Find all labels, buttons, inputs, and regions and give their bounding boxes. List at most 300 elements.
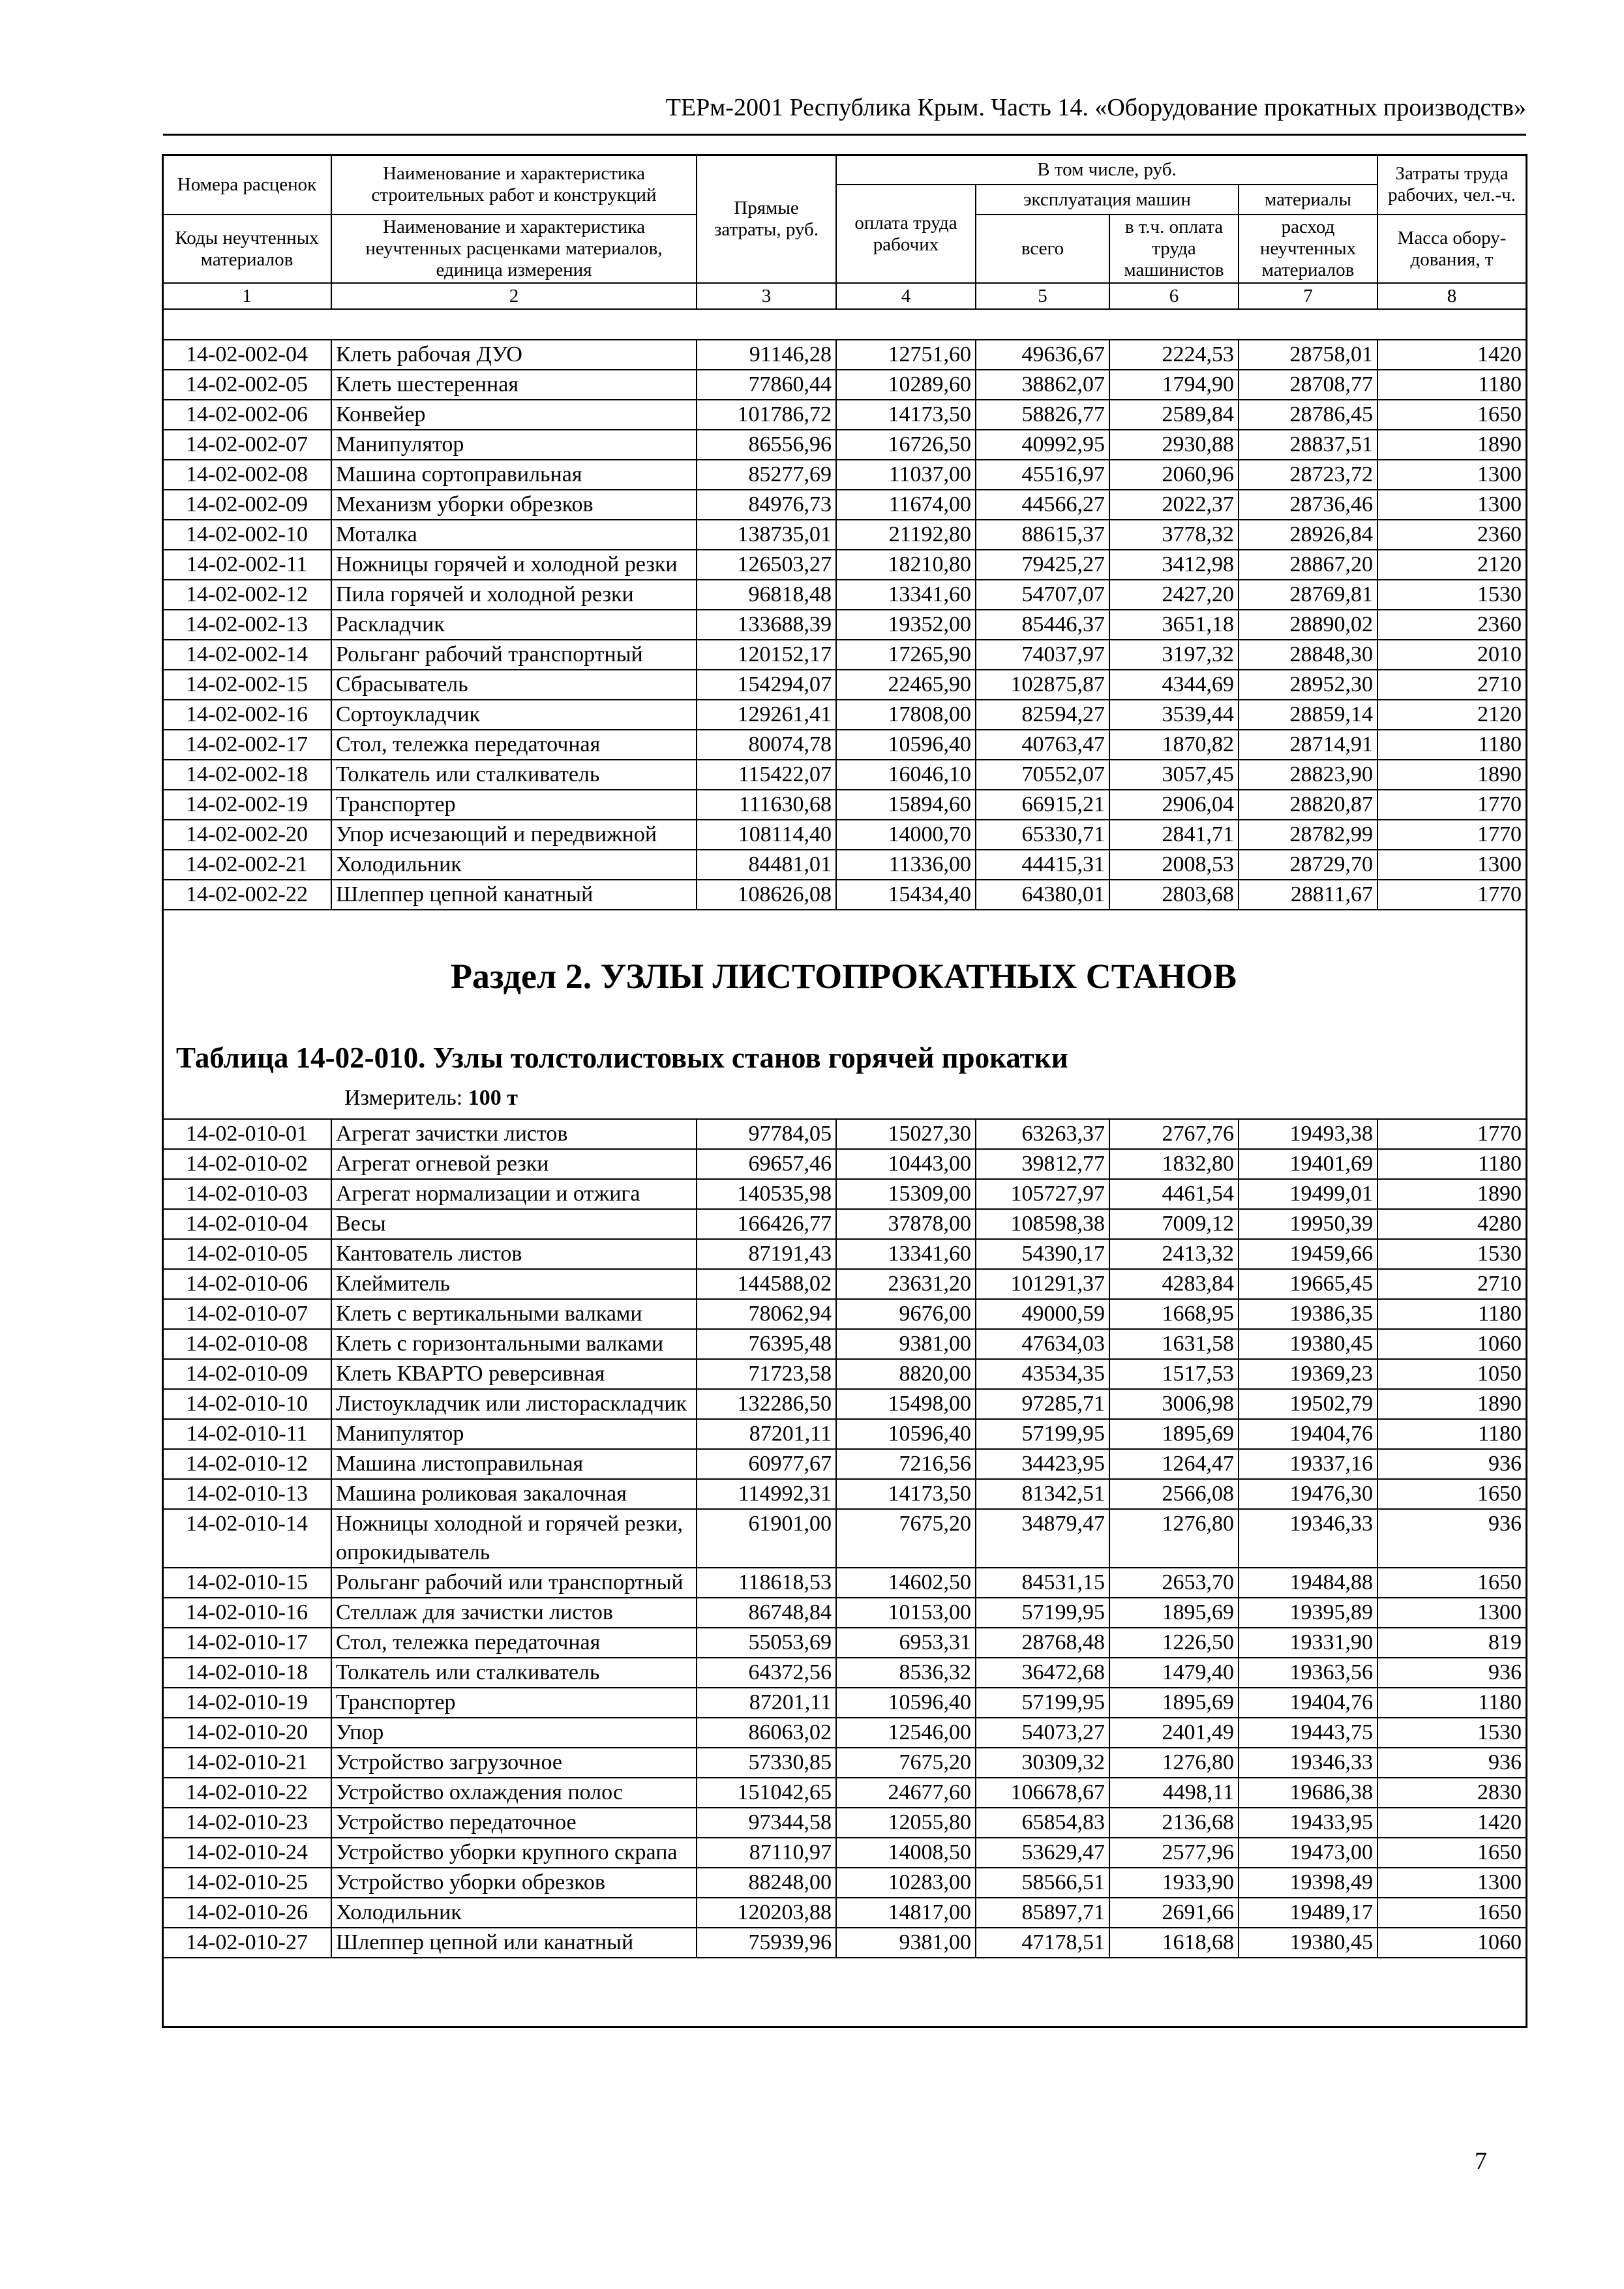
- table-row: [162, 1568, 1526, 1598]
- cell-c8: 1650: [1377, 1479, 1526, 1509]
- cell-c5: 49000,59: [976, 1299, 1109, 1329]
- cell-c8: 1770: [1377, 790, 1526, 820]
- cell-c6: 2427,20: [1109, 580, 1239, 610]
- cell-c5: 84531,15: [976, 1568, 1109, 1598]
- cell-c3: 120203,88: [697, 1898, 836, 1928]
- table-row: [162, 1628, 1526, 1658]
- cell-c3: 86748,84: [697, 1598, 836, 1628]
- cell-code: 14-02-002-05: [162, 370, 331, 400]
- cell-c4: 15434,40: [836, 880, 976, 910]
- cell-c8: 1300: [1377, 1868, 1526, 1898]
- cell-c3: 87201,11: [697, 1419, 836, 1449]
- cell-c7: 19369,23: [1239, 1359, 1377, 1389]
- cell-c5: 106678,67: [976, 1778, 1109, 1808]
- column-header-table: [162, 154, 1527, 310]
- cell-c8: 2360: [1377, 610, 1526, 640]
- cell-c5: 65330,71: [976, 820, 1109, 850]
- cell-c8: 2120: [1377, 550, 1526, 580]
- cell-code: 14-02-002-06: [162, 400, 331, 430]
- table-row: [162, 610, 1526, 640]
- cell-c5: 38862,07: [976, 370, 1109, 400]
- cell-c3: 126503,27: [697, 550, 836, 580]
- cell-c4: 13341,60: [836, 1239, 976, 1269]
- cell-c3: 87110,97: [697, 1838, 836, 1868]
- cell-c3: 84976,73: [697, 490, 836, 520]
- cell-c3: 88248,00: [697, 1868, 836, 1898]
- cell-name: Устройство передаточное: [331, 1808, 697, 1838]
- cell-code: 14-02-010-25: [162, 1868, 331, 1898]
- cell-c5: 47178,51: [976, 1928, 1109, 1958]
- cell-c7: 19502,79: [1239, 1389, 1377, 1419]
- cell-c8: 1890: [1377, 760, 1526, 790]
- cell-c7: 19404,76: [1239, 1688, 1377, 1718]
- cell-c6: 2022,37: [1109, 490, 1239, 520]
- cell-c8: 1420: [1377, 1808, 1526, 1838]
- col-header-unaccounted-codes: Коды неучтенных материалов: [162, 215, 331, 283]
- cell-c3: 154294,07: [697, 670, 836, 700]
- cell-c5: 57199,95: [976, 1688, 1109, 1718]
- table-row: [162, 340, 1526, 370]
- cell-c8: 1060: [1377, 1329, 1526, 1359]
- cell-c3: 138735,01: [697, 520, 836, 550]
- cell-c7: 28729,70: [1239, 850, 1377, 880]
- cell-c5: 45516,97: [976, 460, 1109, 490]
- cell-c7: 19401,69: [1239, 1149, 1377, 1179]
- table-row: [162, 1359, 1526, 1389]
- cell-name: Агрегат огневой резки: [331, 1149, 697, 1179]
- table-row: [162, 1299, 1526, 1329]
- table-row: [162, 1658, 1526, 1688]
- cell-c7: 28758,01: [1239, 340, 1377, 370]
- cell-c4: 10596,40: [836, 1419, 976, 1449]
- cell-name: Клеть шестеренная: [331, 370, 697, 400]
- cell-c5: 47634,03: [976, 1329, 1109, 1359]
- cell-c5: 97285,71: [976, 1389, 1109, 1419]
- cell-c4: 11336,00: [836, 850, 976, 880]
- table-row: [162, 1838, 1526, 1868]
- table-row: [162, 670, 1526, 700]
- cell-name: Холодильник: [331, 1898, 697, 1928]
- table-row: [162, 1808, 1526, 1838]
- cell-c8: 1180: [1377, 1419, 1526, 1449]
- col-header-direct-costs: Прямые затраты, руб.: [697, 155, 836, 283]
- cell-c7: 28820,87: [1239, 790, 1377, 820]
- cell-c8: 1650: [1377, 1898, 1526, 1928]
- cell-c5: 49636,67: [976, 340, 1109, 370]
- cell-c8: 1530: [1377, 1239, 1526, 1269]
- cell-c6: 1226,50: [1109, 1628, 1239, 1658]
- cell-c3: 101786,72: [697, 400, 836, 430]
- table-row: [162, 1778, 1526, 1808]
- cell-c4: 14173,50: [836, 400, 976, 430]
- cell-c5: 81342,51: [976, 1479, 1109, 1509]
- cell-c4: 14008,50: [836, 1838, 976, 1868]
- cell-c4: 23631,20: [836, 1269, 976, 1299]
- cell-code: 14-02-002-15: [162, 670, 331, 700]
- cell-c4: 9676,00: [836, 1299, 976, 1329]
- page-header: ТЕРм-2001 Республика Крым. Часть 14. «Оборудование прокатных производств»: [665, 94, 1526, 121]
- cell-code: 14-02-002-16: [162, 700, 331, 730]
- col-header-name: Наименование и характеристика строительных работ и конструкций: [331, 155, 697, 215]
- cell-c3: 87191,43: [697, 1239, 836, 1269]
- cell-c3: 64372,56: [697, 1658, 836, 1688]
- cell-code: 14-02-010-26: [162, 1898, 331, 1928]
- cell-c3: 75939,96: [697, 1928, 836, 1958]
- cell-c4: 15498,00: [836, 1389, 976, 1419]
- cell-name: Устройство загрузочное: [331, 1748, 697, 1778]
- cell-c6: 1517,53: [1109, 1359, 1239, 1389]
- cell-c8: 1770: [1377, 1119, 1526, 1149]
- cell-name: Раскладчик: [331, 610, 697, 640]
- col-header-mass: Масса обору-дования, т: [1377, 215, 1526, 283]
- cell-c3: 69657,46: [697, 1149, 836, 1179]
- cell-name: Стеллаж для зачистки листов: [331, 1598, 697, 1628]
- cell-name: Машина листоправильная: [331, 1449, 697, 1479]
- cell-c6: 1264,47: [1109, 1449, 1239, 1479]
- cell-code: 14-02-002-07: [162, 430, 331, 460]
- cell-code: 14-02-010-12: [162, 1449, 331, 1479]
- cell-name: Клеть КВАРТО реверсивная: [331, 1359, 697, 1389]
- cell-c6: 1794,90: [1109, 370, 1239, 400]
- cell-c7: 28769,81: [1239, 580, 1377, 610]
- cell-name: Манипулятор: [331, 430, 697, 460]
- cell-c8: 936: [1377, 1449, 1526, 1479]
- cell-code: 14-02-002-22: [162, 880, 331, 910]
- cell-c7: 19484,88: [1239, 1568, 1377, 1598]
- table-row: [162, 1479, 1526, 1509]
- col-header-workers-pay: оплата труда рабочих: [836, 185, 976, 283]
- rates-table-14-02-002: [162, 339, 1527, 910]
- cell-c3: 114992,31: [697, 1479, 836, 1509]
- cell-code: 14-02-002-14: [162, 640, 331, 670]
- cell-c6: 1870,82: [1109, 730, 1239, 760]
- cell-c4: 15027,30: [836, 1119, 976, 1149]
- cell-c7: 28890,02: [1239, 610, 1377, 640]
- cell-c7: 19363,56: [1239, 1658, 1377, 1688]
- cell-c4: 16046,10: [836, 760, 976, 790]
- cell-c5: 39812,77: [976, 1149, 1109, 1179]
- table-row: [162, 1149, 1526, 1179]
- cell-c5: 44566,27: [976, 490, 1109, 520]
- cell-c8: 1530: [1377, 1718, 1526, 1748]
- cell-c5: 64380,01: [976, 880, 1109, 910]
- cell-code: 14-02-010-16: [162, 1598, 331, 1628]
- cell-code: 14-02-010-15: [162, 1568, 331, 1598]
- cell-c8: 1300: [1377, 850, 1526, 880]
- cell-c7: 28786,45: [1239, 400, 1377, 430]
- col-header-materials: материалы: [1239, 185, 1377, 215]
- cell-c4: 17265,90: [836, 640, 976, 670]
- cell-c7: 19398,49: [1239, 1868, 1377, 1898]
- cell-c6: 1631,58: [1109, 1329, 1239, 1359]
- cell-c6: 2008,53: [1109, 850, 1239, 880]
- table-row: [162, 1119, 1526, 1149]
- cell-c5: 70552,07: [976, 760, 1109, 790]
- cell-c5: 54390,17: [976, 1239, 1109, 1269]
- cell-c5: 58826,77: [976, 400, 1109, 430]
- cell-c5: 34879,47: [976, 1509, 1109, 1568]
- cell-c4: 11674,00: [836, 490, 976, 520]
- cell-name: Холодильник: [331, 850, 697, 880]
- cell-c8: 1650: [1377, 400, 1526, 430]
- cell-c3: 85277,69: [697, 460, 836, 490]
- cell-name: Клеймитель: [331, 1269, 697, 1299]
- cell-c6: 2136,68: [1109, 1808, 1239, 1838]
- cell-c5: 82594,27: [976, 700, 1109, 730]
- cell-name: Пила горячей и холодной резки: [331, 580, 697, 610]
- cell-c7: 28811,67: [1239, 880, 1377, 910]
- table-row: [162, 580, 1526, 610]
- cell-c6: 2691,66: [1109, 1898, 1239, 1928]
- cell-c4: 21192,80: [836, 520, 976, 550]
- cell-c3: 133688,39: [697, 610, 836, 640]
- cell-name: Клеть с горизонтальными валками: [331, 1329, 697, 1359]
- cell-code: 14-02-010-08: [162, 1329, 331, 1359]
- cell-c6: 4498,11: [1109, 1778, 1239, 1808]
- cell-c8: 2710: [1377, 670, 1526, 700]
- cell-c8: 1180: [1377, 1688, 1526, 1718]
- cell-c7: 19331,90: [1239, 1628, 1377, 1658]
- cell-c6: 2841,71: [1109, 820, 1239, 850]
- cell-c6: 1895,69: [1109, 1688, 1239, 1718]
- cell-c3: 61901,00: [697, 1509, 836, 1568]
- cell-c4: 37878,00: [836, 1209, 976, 1239]
- cell-c5: 88615,37: [976, 520, 1109, 550]
- cell-c8: 1180: [1377, 1149, 1526, 1179]
- cell-c6: 4344,69: [1109, 670, 1239, 700]
- cell-c4: 9381,00: [836, 1928, 976, 1958]
- cell-c7: 19473,00: [1239, 1838, 1377, 1868]
- cell-code: 14-02-002-11: [162, 550, 331, 580]
- col-number: 7: [1239, 283, 1377, 309]
- cell-c8: 1180: [1377, 730, 1526, 760]
- cell-c4: 10596,40: [836, 1688, 976, 1718]
- table-row: [162, 1928, 1526, 1958]
- cell-c8: 1890: [1377, 1179, 1526, 1209]
- cell-name: Стол, тележка передаточная: [331, 730, 697, 760]
- cell-code: 14-02-010-24: [162, 1838, 331, 1868]
- table-row: [162, 820, 1526, 850]
- cell-c7: 28736,46: [1239, 490, 1377, 520]
- cell-c5: 85897,71: [976, 1898, 1109, 1928]
- cell-c6: 4283,84: [1109, 1269, 1239, 1299]
- cell-c7: 19493,38: [1239, 1119, 1377, 1149]
- cell-c6: 2566,08: [1109, 1479, 1239, 1509]
- col-header-labor: Затраты труда рабочих, чел.-ч.: [1377, 155, 1526, 215]
- cell-c6: 1832,80: [1109, 1149, 1239, 1179]
- cell-name: Толкатель или сталкиватель: [331, 1658, 697, 1688]
- cell-c4: 13341,60: [836, 580, 976, 610]
- cell-code: 14-02-010-22: [162, 1778, 331, 1808]
- cell-c5: 65854,83: [976, 1808, 1109, 1838]
- cell-c5: 85446,37: [976, 610, 1109, 640]
- cell-code: 14-02-010-01: [162, 1119, 331, 1149]
- cell-name: Транспортер: [331, 790, 697, 820]
- cell-code: 14-02-010-17: [162, 1628, 331, 1658]
- cell-c4: 7216,56: [836, 1449, 976, 1479]
- cell-c6: 3539,44: [1109, 700, 1239, 730]
- table-row: [162, 880, 1526, 910]
- measure-label: Измеритель:: [344, 1086, 463, 1110]
- table-row: [162, 1329, 1526, 1359]
- cell-c3: 77860,44: [697, 370, 836, 400]
- cell-c8: 1300: [1377, 490, 1526, 520]
- cell-c7: 19950,39: [1239, 1209, 1377, 1239]
- cell-c3: 115422,07: [697, 760, 836, 790]
- cell-c4: 16726,50: [836, 430, 976, 460]
- cell-c5: 28768,48: [976, 1628, 1109, 1658]
- cell-c8: 1180: [1377, 370, 1526, 400]
- cell-name: Кантователь листов: [331, 1239, 697, 1269]
- cell-name: Рольганг рабочий или транспортный: [331, 1568, 697, 1598]
- cell-c3: 91146,28: [697, 340, 836, 370]
- cell-c3: 111630,68: [697, 790, 836, 820]
- cell-code: 14-02-002-20: [162, 820, 331, 850]
- cell-code: 14-02-010-06: [162, 1269, 331, 1299]
- cell-c3: 132286,50: [697, 1389, 836, 1419]
- cell-c3: 120152,17: [697, 640, 836, 670]
- cell-code: 14-02-002-18: [162, 760, 331, 790]
- cell-c4: 19352,00: [836, 610, 976, 640]
- cell-c6: 1276,80: [1109, 1748, 1239, 1778]
- col-header-incl: В том числе, руб.: [836, 155, 1377, 185]
- cell-c8: 1530: [1377, 580, 1526, 610]
- cell-c3: 118618,53: [697, 1568, 836, 1598]
- cell-c4: 24677,60: [836, 1778, 976, 1808]
- table-row: [162, 1868, 1526, 1898]
- cell-c7: 28714,91: [1239, 730, 1377, 760]
- cell-c6: 1668,95: [1109, 1299, 1239, 1329]
- cell-name: Клеть рабочая ДУО: [331, 340, 697, 370]
- cell-c5: 102875,87: [976, 670, 1109, 700]
- cell-c7: 19337,16: [1239, 1449, 1377, 1479]
- cell-code: 14-02-010-14: [162, 1509, 331, 1568]
- cell-c8: 1420: [1377, 340, 1526, 370]
- cell-c3: 108114,40: [697, 820, 836, 850]
- cell-c6: 2413,32: [1109, 1239, 1239, 1269]
- cell-c6: 1933,90: [1109, 1868, 1239, 1898]
- col-number: 8: [1377, 283, 1526, 309]
- cell-code: 14-02-010-23: [162, 1808, 331, 1838]
- cell-c4: 10283,00: [836, 1868, 976, 1898]
- cell-c7: 28723,72: [1239, 460, 1377, 490]
- table-row: [162, 1688, 1526, 1718]
- table-row: [162, 1419, 1526, 1449]
- cell-c3: 55053,69: [697, 1628, 836, 1658]
- cell-name: Стол, тележка передаточная: [331, 1628, 697, 1658]
- table-row: [162, 850, 1526, 880]
- cell-code: 14-02-002-17: [162, 730, 331, 760]
- cell-c4: 7675,20: [836, 1748, 976, 1778]
- col-number: 6: [1109, 283, 1239, 309]
- cell-c3: 144588,02: [697, 1269, 836, 1299]
- cell-c3: 71723,58: [697, 1359, 836, 1389]
- cell-c5: 58566,51: [976, 1868, 1109, 1898]
- cell-c4: 11037,00: [836, 460, 976, 490]
- cell-c8: 936: [1377, 1509, 1526, 1568]
- table-row: [162, 490, 1526, 520]
- cell-c5: 74037,97: [976, 640, 1109, 670]
- cell-code: 14-02-002-10: [162, 520, 331, 550]
- cell-c7: 28848,30: [1239, 640, 1377, 670]
- cell-c4: 8536,32: [836, 1658, 976, 1688]
- col-header-machines: эксплуатация машин: [976, 185, 1239, 215]
- cell-c4: 12055,80: [836, 1808, 976, 1838]
- cell-c4: 14602,50: [836, 1568, 976, 1598]
- cell-c3: 87201,11: [697, 1688, 836, 1718]
- cell-c6: 2589,84: [1109, 400, 1239, 430]
- cell-c7: 19686,38: [1239, 1778, 1377, 1808]
- cell-c7: 19476,30: [1239, 1479, 1377, 1509]
- cell-c5: 36472,68: [976, 1658, 1109, 1688]
- table-row: [162, 730, 1526, 760]
- cell-c4: 22465,90: [836, 670, 976, 700]
- cell-c4: 17808,00: [836, 700, 976, 730]
- cell-c7: 19489,17: [1239, 1898, 1377, 1928]
- cell-c8: 1890: [1377, 1389, 1526, 1419]
- col-header-unaccounted-name: Наименование и характеристика неучтенных расценками материалов, единица измерения: [331, 215, 697, 283]
- cell-c4: 10289,60: [836, 370, 976, 400]
- cell-c3: 78062,94: [697, 1299, 836, 1329]
- cell-code: 14-02-002-13: [162, 610, 331, 640]
- cell-c3: 96818,48: [697, 580, 836, 610]
- cell-c6: 2653,70: [1109, 1568, 1239, 1598]
- col-header-machines-total: всего: [976, 215, 1109, 283]
- cell-c8: 1770: [1377, 820, 1526, 850]
- cell-code: 14-02-010-05: [162, 1239, 331, 1269]
- cell-c5: 44415,31: [976, 850, 1109, 880]
- cell-c8: 1060: [1377, 1928, 1526, 1958]
- cell-c6: 1276,80: [1109, 1509, 1239, 1568]
- cell-code: 14-02-002-08: [162, 460, 331, 490]
- cell-c3: 60977,67: [697, 1449, 836, 1479]
- cell-code: 14-02-002-04: [162, 340, 331, 370]
- table-row: [162, 520, 1526, 550]
- cell-c5: 63263,37: [976, 1119, 1109, 1149]
- cell-c8: 2120: [1377, 700, 1526, 730]
- cell-c7: 28782,99: [1239, 820, 1377, 850]
- cell-c7: 19433,95: [1239, 1808, 1377, 1838]
- cell-code: 14-02-010-13: [162, 1479, 331, 1509]
- cell-c5: 66915,21: [976, 790, 1109, 820]
- cell-c5: 57199,95: [976, 1419, 1109, 1449]
- cell-c5: 43534,35: [976, 1359, 1109, 1389]
- cell-name: Шлеппер цепной канатный: [331, 880, 697, 910]
- cell-c3: 76395,48: [697, 1329, 836, 1359]
- cell-c6: 4461,54: [1109, 1179, 1239, 1209]
- table-row: [162, 1239, 1526, 1269]
- col-header-machinist-pay: в т.ч. оплата труда машинистов: [1109, 215, 1239, 283]
- cell-c7: 28837,51: [1239, 430, 1377, 460]
- cell-c5: 57199,95: [976, 1598, 1109, 1628]
- table-row: [162, 700, 1526, 730]
- cell-c3: 97784,05: [697, 1119, 836, 1149]
- col-number: 2: [331, 283, 697, 309]
- page-number: 7: [1475, 2147, 1487, 2175]
- cell-c6: 1618,68: [1109, 1928, 1239, 1958]
- cell-c4: 10596,40: [836, 730, 976, 760]
- cell-c7: 19443,75: [1239, 1718, 1377, 1748]
- table-row: [162, 430, 1526, 460]
- cell-c8: 1770: [1377, 880, 1526, 910]
- cell-c7: 19404,76: [1239, 1419, 1377, 1449]
- cell-c4: 12751,60: [836, 340, 976, 370]
- cell-c4: 7675,20: [836, 1509, 976, 1568]
- table-row: [162, 550, 1526, 580]
- cell-c4: 14173,50: [836, 1479, 976, 1509]
- cell-c6: 3651,18: [1109, 610, 1239, 640]
- cell-c7: 19386,35: [1239, 1299, 1377, 1329]
